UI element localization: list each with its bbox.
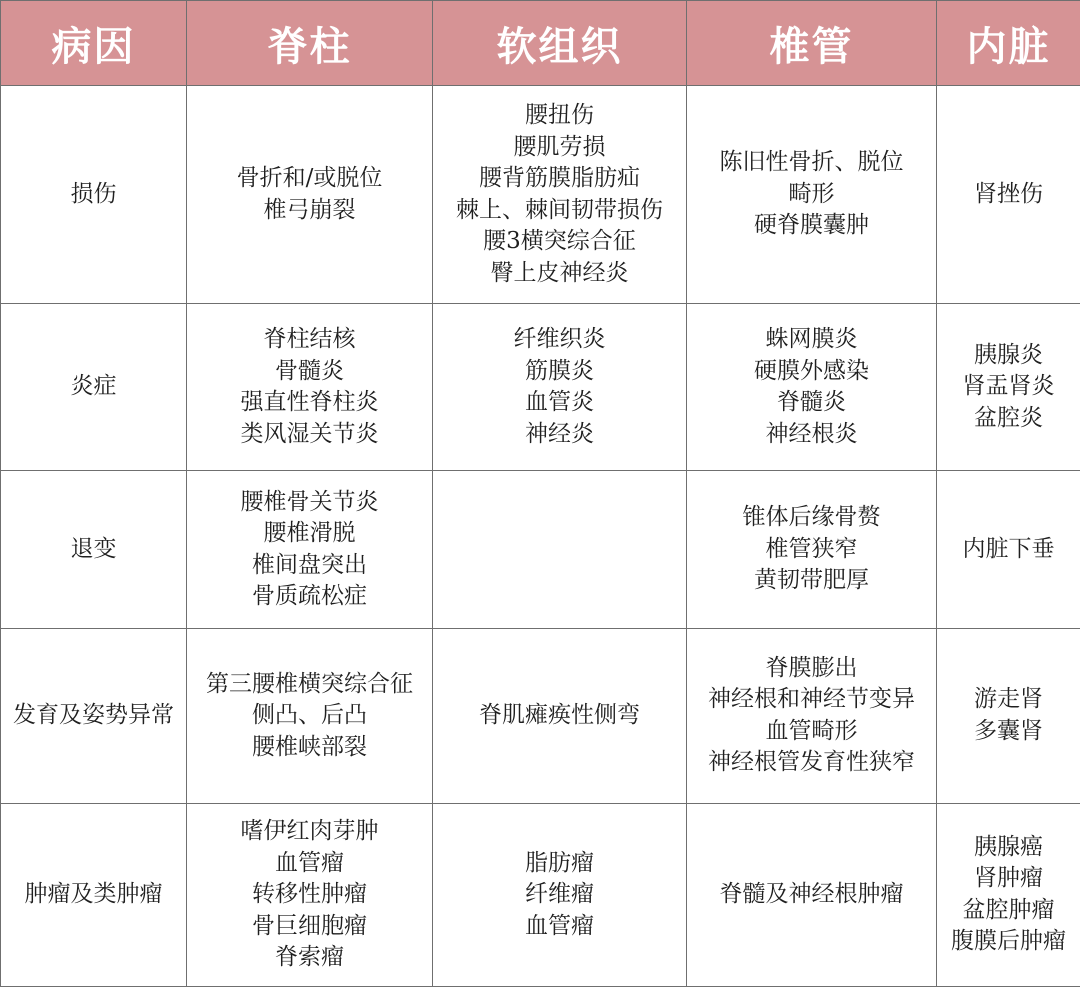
canal-cell — [687, 629, 937, 803]
cause-cell: 退变 — [1, 470, 187, 628]
cell-line: 血管瘤 — [275, 849, 344, 876]
header-row — [1, 1, 1080, 86]
header-cause: 病因 — [1, 1, 187, 86]
cell-line: 椎管狭窄 — [765, 535, 858, 562]
cell-line: 强直性脊柱炎 — [240, 389, 379, 416]
cell-line: 肾挫伤 — [974, 180, 1043, 207]
cell-line: 游走肾 — [974, 686, 1043, 713]
cell-line: 胰腺炎 — [974, 341, 1043, 368]
cell-line: 筋膜炎 — [525, 357, 594, 384]
cell-line: 第三腰椎横突综合征 — [206, 670, 413, 697]
cell-line: 陈旧性骨折、脱位 — [719, 149, 904, 176]
viscera-cell — [937, 304, 1080, 470]
table-row — [1, 86, 1080, 304]
cell-line: 血管炎 — [525, 389, 594, 416]
soft-tissue-cell — [433, 470, 687, 628]
cell-line: 神经根管发育性狭窄 — [708, 749, 915, 776]
cell-line: 畸形 — [788, 180, 835, 207]
cell-line: 神经根和神经节变异 — [708, 686, 915, 713]
cell-line: 血管畸形 — [765, 717, 858, 744]
cell-line: 硬膜外感染 — [754, 357, 869, 384]
soft-tissue-cell — [433, 629, 687, 803]
cell-line: 脊髓炎 — [777, 389, 846, 416]
canal-cell — [687, 86, 937, 304]
cell-line: 侧凸、后凸 — [252, 702, 367, 729]
cell-line: 腰扭伤 — [525, 102, 594, 129]
cell-line: 纤维瘤 — [525, 881, 594, 908]
header-soft-tissue: 软组织 — [433, 1, 687, 86]
cell-line: 椎间盘突出 — [252, 551, 367, 578]
table-row — [1, 304, 1080, 470]
cell-line: 类风湿关节炎 — [240, 420, 379, 447]
cell-line: 骨巨细胞瘤 — [252, 912, 367, 939]
cell-line: 蛛网膜炎 — [765, 326, 858, 353]
cell-line: 嗜伊红肉芽肿 — [240, 818, 379, 845]
cell-line: 肾盂肾炎 — [962, 373, 1055, 400]
cell-line: 脂肪瘤 — [525, 849, 594, 876]
cell-line: 臀上皮神经炎 — [490, 259, 629, 286]
cell-line: 血管瘤 — [525, 912, 594, 939]
table-row — [1, 629, 1080, 803]
cell-line: 腰椎峡部裂 — [252, 733, 367, 760]
canal-cell — [687, 803, 937, 986]
cell-line: 骨折和/或脱位 — [236, 165, 383, 192]
table-header — [1, 1, 1080, 86]
viscera-cell — [937, 470, 1080, 628]
header-spine: 脊柱 — [187, 1, 433, 86]
header-viscera: 内脏 — [937, 1, 1080, 86]
cell-line: 棘上、棘间韧带损伤 — [456, 196, 663, 223]
cell-line: 脊柱结核 — [263, 326, 356, 353]
cell-line: 脊膜膨出 — [765, 654, 858, 681]
canal-cell — [687, 304, 937, 470]
cell-line: 腰椎骨关节炎 — [240, 488, 379, 515]
cell-line: 盆腔炎 — [974, 404, 1043, 431]
viscera-cell — [937, 86, 1080, 304]
table-body — [1, 86, 1080, 987]
cell-line: 腰背筋膜脂肪疝 — [479, 165, 640, 192]
spine-cell — [187, 470, 433, 628]
cause-cell: 肿瘤及类肿瘤 — [1, 803, 187, 986]
spine-cell — [187, 803, 433, 986]
cell-line: 神经炎 — [525, 420, 594, 447]
cause-cell: 炎症 — [1, 304, 187, 470]
canal-cell — [687, 470, 937, 628]
table-row — [1, 803, 1080, 986]
cell-line: 腰肌劳损 — [513, 133, 606, 160]
viscera-cell — [937, 629, 1080, 803]
soft-tissue-cell — [433, 803, 687, 986]
cell-line: 黄韧带肥厚 — [754, 567, 869, 594]
spine-cell — [187, 629, 433, 803]
cell-line: 脊髓及神经根肿瘤 — [719, 881, 904, 908]
cell-line: 腰椎滑脱 — [263, 520, 356, 547]
cell-line: 锥体后缘骨赘 — [742, 504, 881, 531]
cell-line: 骨质疏松症 — [252, 583, 367, 610]
cell-line: 硬脊膜囊肿 — [754, 212, 869, 239]
cell-line: 椎弓崩裂 — [263, 196, 356, 223]
cell-line: 腰3横突综合征 — [483, 228, 636, 255]
cell-line: 脊索瘤 — [275, 944, 344, 971]
cell-line: 多囊肾 — [974, 717, 1043, 744]
spine-cell — [187, 304, 433, 470]
cell-line: 骨髓炎 — [275, 357, 344, 384]
cell-line: 盆腔肿瘤 — [962, 896, 1055, 923]
cell-line: 脊肌瘫痪性侧弯 — [479, 702, 640, 729]
header-canal: 椎管 — [687, 1, 937, 86]
cell-line: 转移性肿瘤 — [252, 881, 367, 908]
viscera-cell — [937, 803, 1080, 986]
cell-line: 肾肿瘤 — [974, 865, 1043, 892]
soft-tissue-cell — [433, 86, 687, 304]
soft-tissue-cell — [433, 304, 687, 470]
cell-line: 纤维织炎 — [513, 326, 606, 353]
cause-cell: 损伤 — [1, 86, 187, 304]
spine-cell — [187, 86, 433, 304]
cell-line: 内脏下垂 — [962, 535, 1055, 562]
cell-line: 腹膜后肿瘤 — [951, 928, 1066, 955]
table-row — [1, 470, 1080, 628]
cell-line: 神经根炎 — [765, 420, 858, 447]
cause-cell: 发育及姿势异常 — [1, 629, 187, 803]
cell-line: 胰腺癌 — [974, 833, 1043, 860]
